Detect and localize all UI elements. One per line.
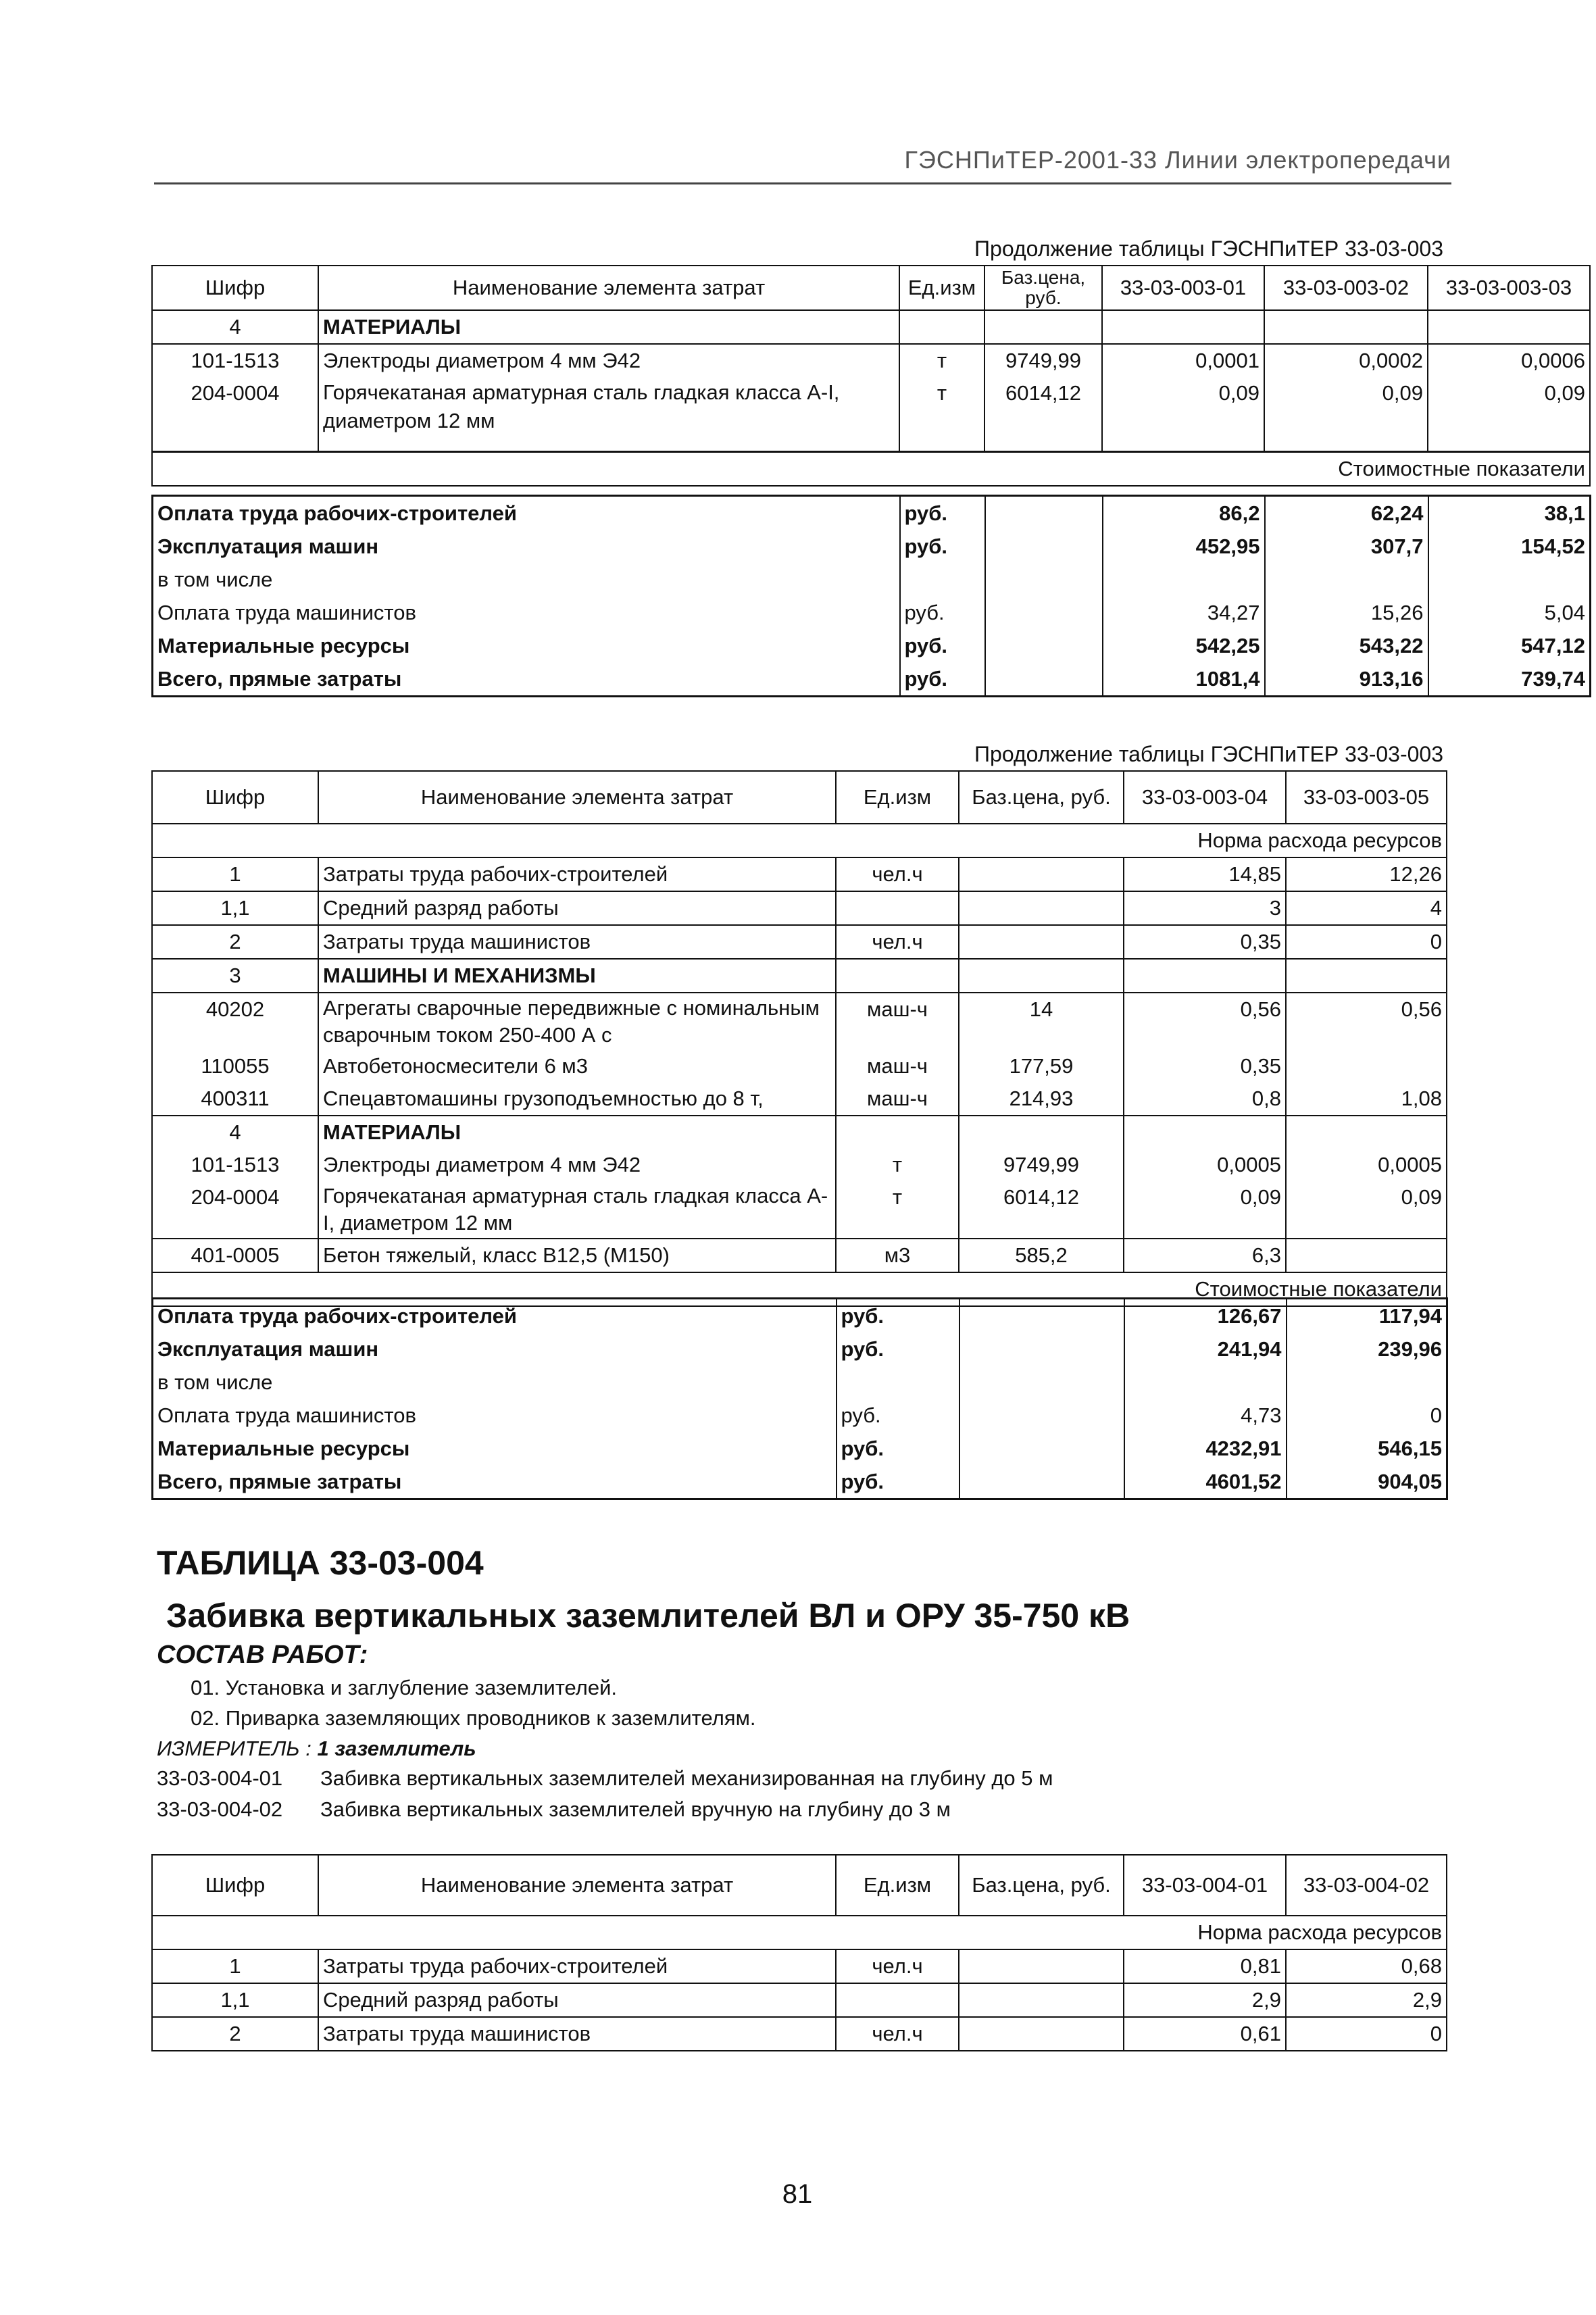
band-cost-indicators: Стоимостные показатели bbox=[152, 451, 1590, 486]
row-name: Затраты труда рабочих-строителей bbox=[318, 857, 836, 891]
row-code: 1 bbox=[152, 1949, 318, 1983]
row-code: 1,1 bbox=[152, 1983, 318, 2017]
table1-band-row bbox=[152, 451, 1590, 486]
table3-header-row bbox=[152, 1855, 1447, 1916]
summary-label: Всего, прямые затраты bbox=[153, 1465, 837, 1499]
summary-v3: 5,04 bbox=[1428, 596, 1591, 629]
col-header-v1: 33-03-004-01 bbox=[1124, 1855, 1286, 1916]
summary-v2: 117,94 bbox=[1287, 1299, 1447, 1333]
summary-v2: 0 bbox=[1287, 1399, 1447, 1432]
summary-v1: 4232,91 bbox=[1124, 1432, 1287, 1465]
row-v1: 0,0005 bbox=[1124, 1149, 1286, 1181]
summary-label: Оплата труда рабочих-строителей bbox=[153, 1299, 837, 1333]
summary-row bbox=[153, 1333, 1447, 1366]
row-unit bbox=[836, 891, 959, 925]
summary-v3: 739,74 bbox=[1428, 662, 1591, 697]
section-table-title: ТАБЛИЦА 33-03-004 bbox=[157, 1544, 484, 1582]
row-unit: т bbox=[836, 1149, 959, 1181]
row-code: 4 bbox=[152, 1116, 318, 1149]
table-row bbox=[152, 925, 1447, 959]
summary-unit: руб. bbox=[837, 1465, 959, 1499]
col-header-v2: 33-03-003-05 bbox=[1286, 771, 1447, 824]
row-price: 214,93 bbox=[959, 1082, 1124, 1116]
summary-label: Оплата труда машинистов bbox=[153, 1399, 837, 1432]
row-v1: 0,09 bbox=[1124, 1181, 1286, 1239]
table2-header-row bbox=[152, 771, 1447, 824]
row-unit: чел.ч bbox=[836, 2017, 959, 2051]
table-row bbox=[152, 1082, 1447, 1116]
summary-v1: 126,67 bbox=[1124, 1299, 1287, 1333]
measure-value: 1 заземлитель bbox=[317, 1737, 476, 1760]
row-code: 2 bbox=[152, 925, 318, 959]
row-v1 bbox=[1102, 310, 1264, 344]
table-row bbox=[152, 377, 1590, 451]
row-v3: 0,0006 bbox=[1428, 344, 1590, 377]
table-row bbox=[152, 1983, 1447, 2017]
summary-unit: руб. bbox=[900, 629, 985, 662]
summary-row bbox=[153, 496, 1591, 530]
col-header-v2: 33-03-004-02 bbox=[1286, 1855, 1447, 1916]
table3 bbox=[151, 1854, 1447, 2051]
row-name: Спецавтомашины грузоподъемностью до 8 т, bbox=[318, 1082, 836, 1116]
row-name: Автобетоносмесители 6 м3 bbox=[318, 1050, 836, 1082]
col-header-code: Шифр bbox=[152, 266, 318, 310]
col-header-v3: 33-03-003-03 bbox=[1428, 266, 1590, 310]
band-norm: Норма расхода ресурсов bbox=[152, 824, 1447, 857]
row-price: 6014,12 bbox=[959, 1181, 1124, 1239]
summary-v1: 452,95 bbox=[1103, 530, 1265, 563]
row-v2: 0,0002 bbox=[1264, 344, 1428, 377]
col-header-name: Наименование элемента затрат bbox=[318, 1855, 836, 1916]
row-code: 2 bbox=[152, 2017, 318, 2051]
item-text: Забивка вертикальных заземлителей вручную на глубину до 3 м bbox=[320, 1797, 951, 1821]
row-price: 177,59 bbox=[959, 1050, 1124, 1082]
row-unit: маш-ч bbox=[836, 993, 959, 1050]
summary-row bbox=[153, 629, 1591, 662]
row-name: Средний разряд работы bbox=[318, 891, 836, 925]
row-v1: 0,35 bbox=[1124, 925, 1286, 959]
summary-v1: 4,73 bbox=[1124, 1399, 1287, 1432]
col-header-v1: 33-03-003-04 bbox=[1124, 771, 1286, 824]
row-v2: 0 bbox=[1286, 925, 1447, 959]
table-row bbox=[152, 1181, 1447, 1239]
row-price bbox=[984, 310, 1102, 344]
col-header-price: Баз.цена, руб. bbox=[959, 771, 1124, 824]
col-header-price: Баз.цена, руб. bbox=[959, 1855, 1124, 1916]
summary-v1: 4601,52 bbox=[1124, 1465, 1287, 1499]
row-unit bbox=[836, 1983, 959, 2017]
col-header-name: Наименование элемента затрат bbox=[318, 266, 899, 310]
row-unit: т bbox=[899, 377, 984, 451]
table1 bbox=[151, 265, 1591, 487]
row-unit bbox=[899, 310, 984, 344]
summary-v1: 34,27 bbox=[1103, 596, 1265, 629]
summary-row bbox=[153, 1299, 1447, 1333]
summary-v3: 38,1 bbox=[1428, 496, 1591, 530]
col-header-unit: Ед.изм bbox=[899, 266, 984, 310]
row-v1: 0,0001 bbox=[1102, 344, 1264, 377]
table-row bbox=[152, 1949, 1447, 1983]
col-header-v2: 33-03-003-02 bbox=[1264, 266, 1428, 310]
row-v1: 6,3 bbox=[1124, 1239, 1286, 1272]
row-v2: 4 bbox=[1286, 891, 1447, 925]
summary-v1: 542,25 bbox=[1103, 629, 1265, 662]
row-name: Бетон тяжелый, класс В12,5 (М150) bbox=[318, 1239, 836, 1272]
item-code: 33-03-004-01 bbox=[157, 1766, 283, 1790]
row-v2: 12,26 bbox=[1286, 857, 1447, 891]
measure-line bbox=[157, 1737, 476, 1761]
row-name: МАШИНЫ И МЕХАНИЗМЫ bbox=[318, 959, 836, 993]
table2-summary bbox=[151, 1297, 1448, 1500]
row-price: 6014,12 bbox=[984, 377, 1102, 451]
summary-v2: 307,7 bbox=[1265, 530, 1428, 563]
col-header-name: Наименование элемента затрат bbox=[318, 771, 836, 824]
row-v2: 2,9 bbox=[1286, 1983, 1447, 2017]
measure-label: ИЗМЕРИТЕЛЬ : bbox=[157, 1737, 311, 1760]
summary-row bbox=[153, 596, 1591, 629]
col-header-unit: Ед.изм bbox=[836, 1855, 959, 1916]
summary-unit: руб. bbox=[900, 596, 985, 629]
summary-label: Оплата труда машинистов bbox=[153, 596, 900, 629]
col-header-code: Шифр bbox=[152, 1855, 318, 1916]
row-code: 110055 bbox=[152, 1050, 318, 1082]
col-header-price: Баз.цена, руб. bbox=[984, 266, 1102, 310]
row-unit bbox=[836, 1116, 959, 1149]
summary-v2: 62,24 bbox=[1265, 496, 1428, 530]
item-text: Забивка вертикальных заземлителей механизированная на глубину до 5 м bbox=[320, 1766, 1053, 1790]
table-row bbox=[152, 1050, 1447, 1082]
row-unit: чел.ч bbox=[836, 857, 959, 891]
row-name: Горячекатаная арматурная сталь гладкая класса А-I, диаметром 12 мм bbox=[318, 1181, 836, 1239]
row-v1: 0,09 bbox=[1102, 377, 1264, 451]
row-name: Средний разряд работы bbox=[318, 1983, 836, 2017]
summary-v2: 543,22 bbox=[1265, 629, 1428, 662]
row-code: 1,1 bbox=[152, 891, 318, 925]
row-v2: 0,0005 bbox=[1286, 1149, 1447, 1181]
section-subtitle: Забивка вертикальных заземлителей ВЛ и ОРУ 35-750 кВ bbox=[166, 1597, 1130, 1635]
row-v1: 0,56 bbox=[1124, 993, 1286, 1050]
row-v2: 0,68 bbox=[1286, 1949, 1447, 1983]
summary-unit: руб. bbox=[900, 662, 985, 697]
summary-unit: руб. bbox=[900, 530, 985, 563]
row-v2 bbox=[1286, 959, 1447, 993]
row-price bbox=[959, 1983, 1124, 2017]
row-price bbox=[959, 925, 1124, 959]
row-unit: маш-ч bbox=[836, 1050, 959, 1082]
row-v1: 14,85 bbox=[1124, 857, 1286, 891]
row-price: 585,2 bbox=[959, 1239, 1124, 1272]
row-price bbox=[959, 857, 1124, 891]
row-name: Агрегаты сварочные передвижные с номинальным сварочным током 250-400 А с bbox=[318, 993, 836, 1050]
summary-row bbox=[153, 662, 1591, 697]
summary-v2: 546,15 bbox=[1287, 1432, 1447, 1465]
row-name: Затраты труда машинистов bbox=[318, 925, 836, 959]
summary-unit: руб. bbox=[837, 1399, 959, 1432]
table1-summary bbox=[151, 495, 1591, 697]
row-code: 4 bbox=[152, 310, 318, 344]
col-header-v1: 33-03-003-01 bbox=[1102, 266, 1264, 310]
row-code: 40202 bbox=[152, 993, 318, 1050]
row-v1: 0,81 bbox=[1124, 1949, 1286, 1983]
row-v3 bbox=[1428, 310, 1590, 344]
summary-row bbox=[153, 1432, 1447, 1465]
item-code: 33-03-004-02 bbox=[157, 1797, 283, 1821]
running-header: ГЭСНПиТЕР-2001-33 Линии электропередачи bbox=[904, 146, 1451, 174]
row-name: Горячекатаная арматурная сталь гладкая класса А-I, диаметром 12 мм bbox=[318, 377, 899, 451]
row-v3: 0,09 bbox=[1428, 377, 1590, 451]
row-v1: 0,35 bbox=[1124, 1050, 1286, 1082]
row-v2 bbox=[1286, 1239, 1447, 1272]
table1-header-row bbox=[152, 266, 1590, 310]
row-code: 400311 bbox=[152, 1082, 318, 1116]
row-name: Электроды диаметром 4 мм Э42 bbox=[318, 344, 899, 377]
band-cost-indicators: Стоимостные показатели bbox=[152, 1272, 1447, 1306]
row-code: 3 bbox=[152, 959, 318, 993]
works-heading: СОСТАВ РАБОТ: bbox=[157, 1641, 368, 1669]
row-name: Затраты труда машинистов bbox=[318, 2017, 836, 2051]
table-row bbox=[152, 344, 1590, 377]
works-item: 01. Установка и заглубление заземлителей. bbox=[191, 1676, 618, 1699]
summary-v1: 241,94 bbox=[1124, 1333, 1287, 1366]
header-rule bbox=[154, 182, 1451, 184]
row-v1: 0,61 bbox=[1124, 2017, 1286, 2051]
summary-unit: руб. bbox=[837, 1432, 959, 1465]
col-header-unit: Ед.изм bbox=[836, 771, 959, 824]
summary-label: в том числе bbox=[153, 563, 900, 596]
table2-continuation: Продолжение таблицы ГЭСНПиТЕР 33-03-003 bbox=[974, 742, 1443, 766]
row-v2: 1,08 bbox=[1286, 1082, 1447, 1116]
summary-label: Всего, прямые затраты bbox=[153, 662, 900, 697]
works-item: 02. Приварка заземляющих проводников к заземлителям. bbox=[191, 1706, 756, 1730]
row-price bbox=[959, 1116, 1124, 1149]
col-header-code: Шифр bbox=[152, 771, 318, 824]
row-v1 bbox=[1124, 959, 1286, 993]
table-row bbox=[152, 1239, 1447, 1272]
table3-norm-band-row bbox=[152, 1916, 1447, 1949]
summary-label: в том числе bbox=[153, 1366, 837, 1399]
row-price: 9749,99 bbox=[959, 1149, 1124, 1181]
table2 bbox=[151, 770, 1447, 1307]
row-v2: 0,09 bbox=[1264, 377, 1428, 451]
summary-row bbox=[153, 530, 1591, 563]
row-v2 bbox=[1286, 1050, 1447, 1082]
summary-label: Эксплуатация машин bbox=[153, 530, 900, 563]
row-v2 bbox=[1264, 310, 1428, 344]
summary-row bbox=[153, 563, 1591, 596]
row-unit: чел.ч bbox=[836, 925, 959, 959]
row-name: МАТЕРИАЛЫ bbox=[318, 310, 899, 344]
row-name: Затраты труда рабочих-строителей bbox=[318, 1949, 836, 1983]
row-v1: 0,8 bbox=[1124, 1082, 1286, 1116]
row-price bbox=[959, 1949, 1124, 1983]
row-v1: 3 bbox=[1124, 891, 1286, 925]
summary-label: Материальные ресурсы bbox=[153, 629, 900, 662]
table-row bbox=[152, 2017, 1447, 2051]
table-row bbox=[152, 1149, 1447, 1181]
summary-row bbox=[153, 1366, 1447, 1399]
table-row bbox=[152, 1116, 1447, 1149]
row-price bbox=[959, 2017, 1124, 2051]
row-unit bbox=[836, 959, 959, 993]
row-unit: чел.ч bbox=[836, 1949, 959, 1983]
summary-row bbox=[153, 1465, 1447, 1499]
summary-v1: 86,2 bbox=[1103, 496, 1265, 530]
summary-unit: руб. bbox=[837, 1299, 959, 1333]
row-code: 1 bbox=[152, 857, 318, 891]
summary-v2: 904,05 bbox=[1287, 1465, 1447, 1499]
summary-unit: руб. bbox=[900, 496, 985, 530]
row-v2: 0,56 bbox=[1286, 993, 1447, 1050]
table-row bbox=[152, 959, 1447, 993]
band-norm: Норма расхода ресурсов bbox=[152, 1916, 1447, 1949]
row-name: МАТЕРИАЛЫ bbox=[318, 1116, 836, 1149]
row-code: 401-0005 bbox=[152, 1239, 318, 1272]
table2-norm-band-row bbox=[152, 824, 1447, 857]
row-price: 9749,99 bbox=[984, 344, 1102, 377]
summary-label: Эксплуатация машин bbox=[153, 1333, 837, 1366]
row-unit: маш-ч bbox=[836, 1082, 959, 1116]
row-v2 bbox=[1286, 1116, 1447, 1149]
table-row bbox=[152, 857, 1447, 891]
summary-v3: 547,12 bbox=[1428, 629, 1591, 662]
summary-row bbox=[153, 1399, 1447, 1432]
row-code: 101-1513 bbox=[152, 344, 318, 377]
page-number: 81 bbox=[782, 2179, 813, 2209]
row-unit: т bbox=[836, 1181, 959, 1239]
row-v2: 0,09 bbox=[1286, 1181, 1447, 1239]
row-unit: т bbox=[899, 344, 984, 377]
table-row bbox=[152, 993, 1447, 1050]
row-price bbox=[959, 891, 1124, 925]
row-code: 204-0004 bbox=[152, 377, 318, 451]
row-v1 bbox=[1124, 1116, 1286, 1149]
row-code: 101-1513 bbox=[152, 1149, 318, 1181]
summary-label: Оплата труда рабочих-строителей bbox=[153, 496, 900, 530]
summary-unit: руб. bbox=[837, 1333, 959, 1366]
table1-continuation: Продолжение таблицы ГЭСНПиТЕР 33-03-003 bbox=[974, 237, 1443, 261]
table-row bbox=[152, 310, 1590, 344]
summary-v2: 239,96 bbox=[1287, 1333, 1447, 1366]
summary-v3: 154,52 bbox=[1428, 530, 1591, 563]
summary-v1: 1081,4 bbox=[1103, 662, 1265, 697]
table-row bbox=[152, 891, 1447, 925]
row-price: 14 bbox=[959, 993, 1124, 1050]
row-name: Электроды диаметром 4 мм Э42 bbox=[318, 1149, 836, 1181]
row-code: 204-0004 bbox=[152, 1181, 318, 1239]
summary-v2: 913,16 bbox=[1265, 662, 1428, 697]
summary-label: Материальные ресурсы bbox=[153, 1432, 837, 1465]
row-unit: м3 bbox=[836, 1239, 959, 1272]
row-v2: 0 bbox=[1286, 2017, 1447, 2051]
row-price bbox=[959, 959, 1124, 993]
row-v1: 2,9 bbox=[1124, 1983, 1286, 2017]
summary-v2: 15,26 bbox=[1265, 596, 1428, 629]
